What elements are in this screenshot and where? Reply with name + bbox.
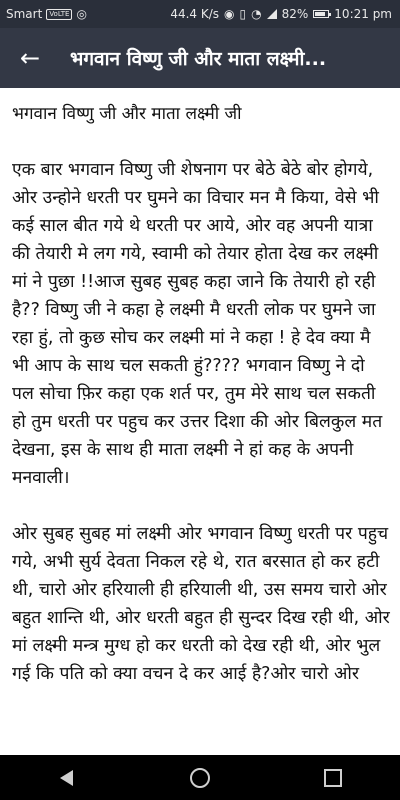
circle-home-icon (190, 768, 210, 788)
status-left (0, 7, 87, 21)
volte-badge: VoLTE (46, 9, 72, 20)
hotspot-icon: ◉ (224, 7, 235, 21)
signal-icon (267, 9, 277, 19)
nav-home-button[interactable] (170, 755, 230, 800)
battery-percent: 82% (281, 7, 309, 21)
network-speed: 44.4 K/s (170, 7, 220, 21)
battery-icon (313, 10, 329, 18)
clock: 10:21 pm (334, 7, 392, 21)
carrier-label: Smart (6, 7, 43, 21)
arrow-left-icon: ← (19, 44, 41, 72)
nav-recents-button[interactable] (303, 755, 363, 800)
nav-back-button[interactable] (37, 755, 97, 800)
back-button[interactable] (0, 28, 60, 88)
article-heading: भगवान विष्णु जी और माता लक्ष्मी जी (12, 104, 242, 124)
alarm-icon: ◔ (251, 7, 262, 21)
article-paragraph: एक बार भगवान विष्णु जी शेषनाग पर बेठे बेठे बोर होगये, ओर उन्होने धरती पर घुमने का विचार मन मै किया, वेसे भी कई साल बीत गये थे धरती पर आये, ओर वह अपनी यात्रा की तेयारी मे लग गये, स्वामी को तेयार होता देख कर लक्ष्मी मां ने पुछा !!आज सुबह सुबह कहा जाने कि तेयारी हो रही है?? विष्णु जी ने कहा हे लक्ष्मी मै धरती लोक पर घुमने जा रहा हुं, तो कुछ सोच कर लक्ष्मी मां ने कहा ! हे देव क्या मै भी आप के साथ चल सकती हुं???? भगवान विष्णु ने दो पल सोचा फ़िर कहा एक शर्त पर, तुम मेरे साथ चल सकती हो तुम धरती पर पहुच कर उत्तर दिशा की ओर बिलकुल मत देखना, इस के साथ ही माता लक्ष्मी ने हां कह के अपनी मनवाली। (12, 160, 383, 488)
page-title: भगवान विष्णु जी और माता लक्ष्मी... (70, 48, 327, 70)
cast-icon: ◎ (76, 7, 87, 21)
article-paragraph: ओर सुबह सुबह मां लक्ष्मी ओर भगवान विष्णु धरती पर पहुच गये, अभी सुर्य देवता निकल रहे थे, रात बरसात हो कर हटी थी, चारो ओर हरियाली ही हरियाली थी, उस समय चारो ओर बहुत शान्ति थी, ओर धरती बहुत ही सुन्दर दिख रही थी, ओर मां लक्ष्मी मन्त्र मुग्ध हो कर धरती को देख रही थी, ओर भुल गई कि पति को क्या वचन दे कर आई है?ओर चारो ओर (12, 524, 390, 684)
status-bar (0, 0, 400, 28)
square-recents-icon (324, 769, 342, 787)
triangle-back-icon (60, 770, 73, 786)
app-bar (0, 28, 400, 88)
status-right (170, 7, 400, 21)
vibrate-icon: ▯ (239, 7, 247, 21)
article-content[interactable] (0, 88, 400, 755)
navigation-bar (0, 755, 400, 800)
